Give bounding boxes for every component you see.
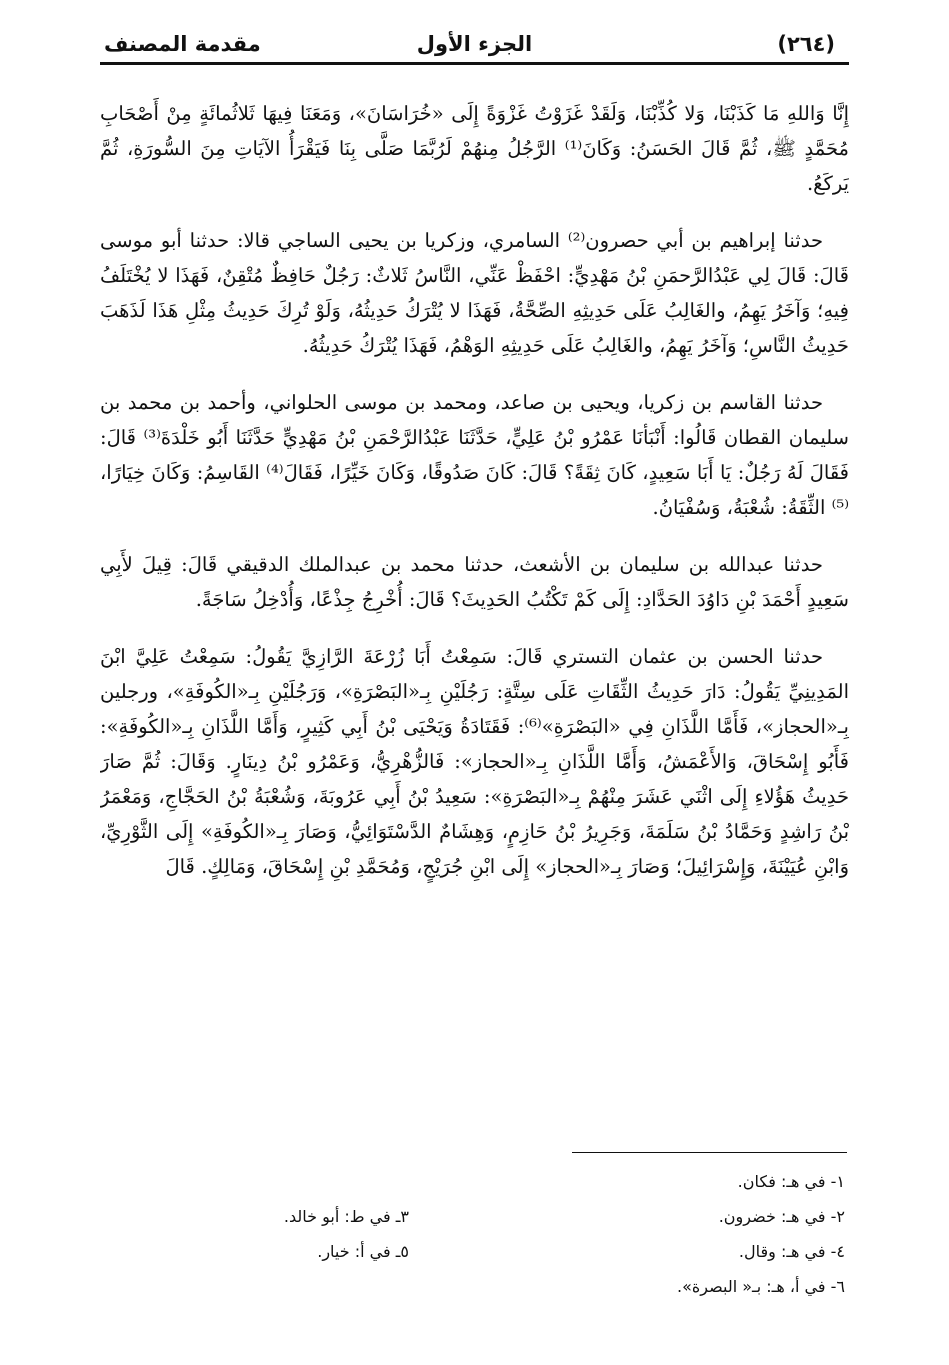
- page-header: [100, 22, 849, 66]
- footnote: ٣ـ في ط: أبو خالد.: [283, 1207, 409, 1226]
- part-title: الجزء الأول: [416, 32, 533, 56]
- paragraph: حدثنا الحسن بن عثمان التستري قَالَ: سَمِعْتُ أَبَا زُرْعَةَ الرَّازِيَّ يَقُولُ: سَمِعْتُ عَلِيَّ ابْنَ المَدِينِيِّ يَقُولُ: دَارَ حَدِيثُ الثِّقَاتِ عَلَى سِتَّةٍ: رَجُلَيْنِ بِـ«البَصْرَةِ»، وَرَجُلَيْنِ بِـ«الكُوفَةِ»، ورجلين بِـ«الحجاز»، فَأَمَّا اللَّذَانِ فِي «البَصْرَةِ»⁽⁶⁾: فَقَتَادَةُ وَيَحْيَى بْنُ أَبِي كَثِيرٍ، وَأَمَّا اللَّذَانِ بِـ«الكُوفَةِ»: فَأَبُو إِسْحَاقَ، وَالأَعْمَشُ، وَأَمَّا اللَّذَانِ بِـ«الحجاز»: فَالزُّهْرِيُّ، وَعَمْرُو بْنُ دِينَارٍ. وَقَالَ: ثُمَّ صَارَ حَدِيثُ هَؤُلاءِ إِلَى اثْنَي عَشَرَ مِنْهُمْ بِـ«البَصْرَةِ»: سَعِيدُ بْنُ أَبِي عَرُوبَةَ، وَشُعْبَةُ بْنُ الحَجَّاجِ، وَمَعْمَرُ بْنُ رَاشِدٍ وَحَمَّادُ بْنُ سَلَمَةَ، وَجَرِيرُ بْنُ حَازِمٍ، وَهِشَامٌ الدَّسْتَوَائِيُّ، وَصَارَ بِـ«الكُوفَةِ» إِلَى الثَّوْرِيِّ، وَابْنِ عُيَيْنَةَ، وَإِسْرَائِيلَ؛ وَصَارَ بِـ«الحجاز» إِلَى ابْنِ جُرَيْجٍ، وَمُحَمَّدِ بْنِ إِسْحَاقَ، وَمَالِكٍ. قَالَ: [100, 645, 849, 878]
- section-title: مقدمة المصنف: [104, 32, 261, 56]
- footnote: ١- في هـ: فكان.: [737, 1172, 845, 1191]
- footnote-row: [100, 1168, 849, 1203]
- header-rule: [100, 62, 849, 65]
- paragraph: إِنَّا وَاللهِ مَا كَذَبْنَا، وَلا كُذِّبْنَا، وَلَقَدْ غَزَوْتُ غَزْوَةً إِلَى «خُرَاسَانَ»، وَمَعَنَا فِيهَا ثَلاثُمائَةٍ مِنْ أَصْحَابِ مُحَمَّدٍ ﷺ، ثُمَّ قَالَ الحَسَنُ: وَكَانَ⁽¹⁾ الرَّجُلُ مِنهُمْ لَرُبَّمَا صَلَّى بِنَا فَيَقْرَأُ الآيَاتِ مِنَ السُّورَةِ، ثُمَّ يَركَعُ.: [100, 102, 849, 195]
- page-number: (٢٦٤): [777, 32, 835, 56]
- footnote-row: [100, 1203, 849, 1238]
- footnote: ٢- في هـ: خضرون.: [718, 1207, 845, 1226]
- page-body: [100, 96, 849, 1136]
- footnote: ٥ـ في أ: خيار.: [317, 1242, 409, 1261]
- paragraph: حدثنا القاسم بن زكريا، ويحيى بن صاعد، ومحمد بن موسى الحلواني، وأحمد بن محمد بن سليمان القطان قَالُوا: أَنْبَأنَا عَمْرُو بْنُ عَلِيٍّ، حَدَّثَنَا عَبْدُالرَّحْمَنِ بْنُ مَهْدِيٍّ حَدَّثَنَا أَبُو خَلْدَةَ⁽³⁾ قَالَ: فَقَالَ لَهُ رَجُلٌ: يَا أَبَا سَعِيدٍ، كَانَ ثِقَةً؟ قَالَ: كَانَ صَدُوقًا، وَكَانَ خَيِّرًا، فَقَالَ⁽⁴⁾ القَاسِمُ: وَكَانَ خِيَارًا،⁽⁵⁾ الثِّقَةُ: شُعْبَةُ، وَسُفْيَانُ.: [100, 391, 849, 519]
- footnote-row: [100, 1273, 849, 1308]
- footnote: ٤- في هـ: وقال.: [738, 1242, 845, 1261]
- footnote-rule: [572, 1152, 847, 1153]
- paragraph: حدثنا إبراهيم بن أبي حصرون⁽²⁾ السامري، وزكريا بن يحيى الساجي قالا: حدثنا أبو موسى قَالَ: قَالَ لِي عَبْدُالرَّحمَنِ بْنُ مَهْدِيٍّ: احْفَظْ عَنِّي، النَّاسُ ثَلاثٌ: رَجُلٌ حَافِظٌ مُتْقِنٌ، فَهَذَا لا يُخْتَلَفُ فِيهِ؛ وَآخَرُ يَهِمُ، والغَالِبُ عَلَى حَدِيثِهِ الصِّحَّةُ، فَهَذَا لا يُتْرَكُ حَدِيثُهُ، وَلَوْ تُرِكَ حَدِيثُ مِثْلِ هَذَا لَذَهَبَ حَدِيثُ النَّاسِ؛ وَآخَرُ يَهِمُ، والغَالِبُ عَلَى حَدِيثِهِ الوَهْمُ، فَهَذَا يُتْرَكُ حَدِيثُهُ.: [100, 229, 849, 357]
- footnote-row: [100, 1238, 849, 1273]
- paragraph: حدثنا عبدالله بن سليمان بن الأشعث، حدثنا محمد بن عبدالملك الدقيقي قَالَ: قِيلَ لأَبِي سَعِيدٍ أَحْمَدَ بْنِ دَاوُدَ الحَدَّادِ: إِلَى كَمْ تَكْتُبُ الحَدِيثَ؟ قَالَ: أُخْرِجُ جِذْعًا، وَأُدْخِلُ سَاجَةً.: [100, 553, 849, 611]
- footnotes: [100, 1168, 849, 1308]
- footnote: ٦- في أ، هـ: بـ« البصرة».: [677, 1277, 845, 1296]
